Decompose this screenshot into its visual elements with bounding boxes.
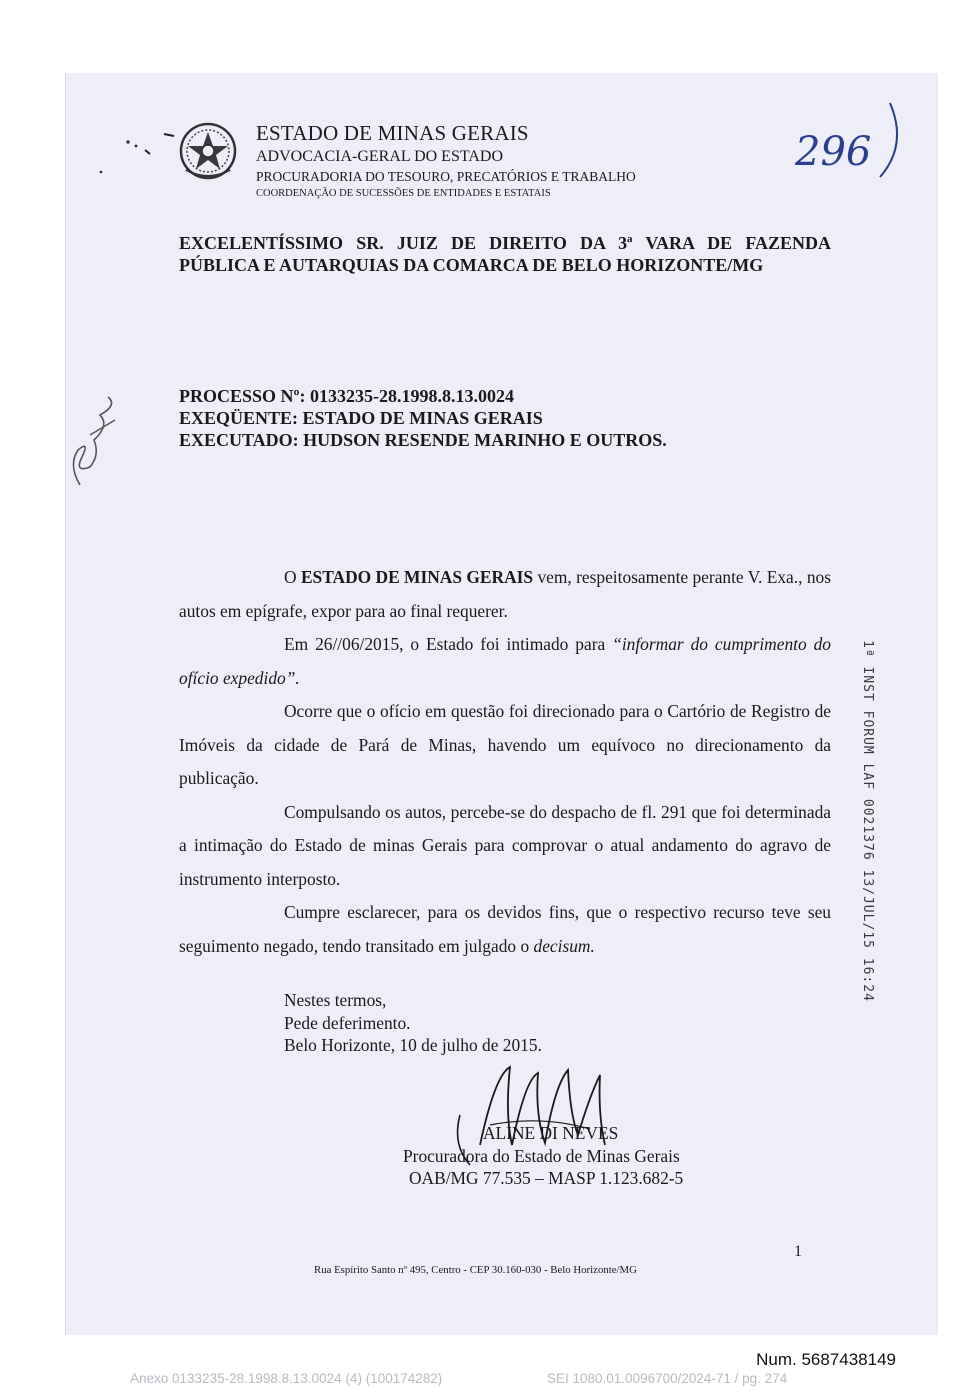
letterhead-state: ESTADO DE MINAS GERAIS xyxy=(256,121,529,145)
signatory-registration: OAB/MG 77.535 – MASP 1.123.682-5 xyxy=(409,1168,684,1188)
process-number: PROCESSO Nº: 0133235-28.1998.8.13.0024 xyxy=(179,386,514,406)
creditor: EXEQÜENTE: ESTADO DE MINAS GERAIS xyxy=(179,408,543,428)
letterhead-coordination: COORDENAÇÃO DE SUCESSÕES DE ENTIDADES E ESTATAIS xyxy=(256,188,551,199)
letterhead-agency: ADVOCACIA-GERAL DO ESTADO xyxy=(256,148,503,165)
letterhead xyxy=(256,121,636,201)
paragraph-4: Compulsando os autos, percebe-se do despacho de fl. 291 que foi determinada a intimação do Estado de minas Gerais para comprovar o atual andamento do agravo de instrumento interposto. xyxy=(179,801,831,889)
addressee xyxy=(179,232,831,276)
closing-line-1: Nestes termos, xyxy=(284,990,387,1010)
closing-line-2: Pede deferimento. xyxy=(284,1012,411,1033)
signatory-title: Procuradora do Estado de Minas Gerais xyxy=(403,1145,680,1166)
paragraph-1: O ESTADO DE MINAS GERAIS vem, respeitosamente perante V. Exa., nos autos em epígrafe, expor para ao final requerer. xyxy=(179,567,831,621)
paragraph-2: Em 26//06/2015, o Estado foi intimado para “informar do cumprimento do ofício expedido”. xyxy=(179,634,832,688)
protocol-stamp: 1ª INST FORUM LAF 0021376 13/JUL/15 16:24 xyxy=(860,640,875,1002)
petition-body xyxy=(179,561,831,963)
addressee-line-1: EXCELENTÍSSIMO SR. JUIZ DE DIREITO DA 3ª VARA DE FAZENDA xyxy=(179,233,831,253)
handwritten-signature xyxy=(450,1055,620,1175)
case-info xyxy=(179,385,819,451)
handwritten-page-number xyxy=(790,95,910,185)
letterhead-procuradoria: PROCURADORIA DO TESOURO, PRECATÓRIOS E TRABALHO xyxy=(256,169,636,184)
paragraph-3: Ocorre que o ofício em questão foi direcionado para o Cartório de Registro de Imóveis da cidade de Pará de Minas, havendo um equívoco no direcionamento da publicação. xyxy=(179,701,831,788)
annex-reference: Anexo 0133235-28.1998.8.13.0024 (4) (100174282) xyxy=(130,1371,443,1386)
closing-date: Belo Horizonte, 10 de julho de 2015. xyxy=(284,1035,542,1055)
paragraph-5: Cumpre esclarecer, para os devidos fins, que o respectivo recurso teve seu seguimento negado, tendo transitado em julgado o decisum. xyxy=(179,902,831,956)
margin-initials-signature xyxy=(60,395,130,495)
scan-specks xyxy=(98,130,178,180)
svg-text:296: 296 xyxy=(795,129,872,175)
signatory-name: ALINE DI NEVES xyxy=(483,1123,619,1143)
closing xyxy=(284,989,542,1057)
coat-of-arms-icon xyxy=(178,120,238,182)
document-number: Num. 5687438149 xyxy=(756,1350,896,1369)
system-footer xyxy=(130,1371,788,1386)
sei-reference: SEI 1080.01.0096700/2024-71 / pg. 274 xyxy=(547,1371,788,1386)
footer-address: Rua Espírito Santo nº 495, Centro - CEP 30.160-030 - Belo Horizonte/MG xyxy=(314,1264,637,1276)
page-number: 1 xyxy=(794,1243,802,1260)
debtor: EXECUTADO: HUDSON RESENDE MARINHO E OUTROS. xyxy=(179,430,667,450)
addressee-line-2: PÚBLICA E AUTARQUIAS DA COMARCA DE BELO HORIZONTE/MG xyxy=(179,255,764,275)
